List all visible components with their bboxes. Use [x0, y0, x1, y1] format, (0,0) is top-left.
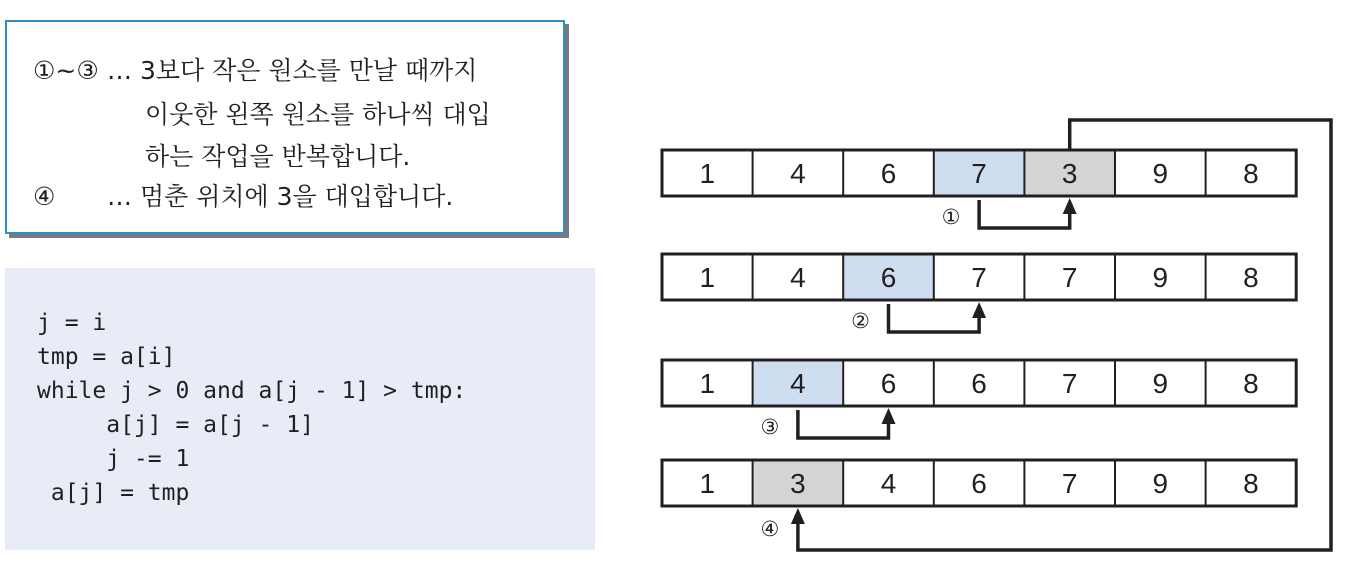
code-line: j = i: [37, 310, 107, 336]
step-arrow: [851, 302, 986, 333]
arrowhead: [791, 508, 805, 524]
cell-value: 6: [880, 262, 897, 293]
arrowhead: [882, 408, 896, 424]
cell-value: 7: [1061, 468, 1078, 499]
arrow-line: [979, 200, 1070, 228]
cell-value: 4: [790, 158, 806, 189]
code-line: j -= 1: [37, 446, 190, 472]
step-label: ③: [760, 415, 780, 439]
cell-value: 4: [880, 468, 897, 499]
cell-value: 6: [880, 158, 897, 189]
code-line: a[j] = a[j - 1]: [37, 412, 314, 438]
cell-value: 9: [1152, 262, 1169, 293]
cell-value: 9: [1152, 158, 1169, 189]
step-label: ④: [760, 517, 780, 541]
description-line-3: 하는 작업을 반복합니다.: [145, 142, 411, 171]
cell-value: 1: [699, 262, 716, 293]
code-line: tmp = a[i]: [37, 344, 176, 370]
cell-value: 4: [790, 368, 806, 399]
array-row: [662, 360, 1296, 406]
cell-value: 8: [1243, 158, 1259, 189]
step-arrow: [942, 198, 1077, 229]
step-arrow: [760, 408, 895, 439]
step-label: ①: [941, 205, 961, 229]
cell-value: 7: [971, 158, 987, 189]
code-line: while j > 0 and a[j - 1] > tmp:: [37, 378, 467, 404]
cell-value: 8: [1243, 262, 1259, 293]
arrow-line: [889, 304, 980, 332]
cell-value: 1: [699, 368, 716, 399]
cell-value: 7: [1061, 368, 1078, 399]
cell-value: 3: [790, 468, 806, 499]
cell-value: 1: [699, 158, 716, 189]
cell-value: 1: [699, 468, 716, 499]
cell-value: 6: [971, 468, 987, 499]
cell-value: 3: [1061, 158, 1078, 189]
arrow-line: [798, 410, 889, 438]
cell-value: 6: [880, 368, 897, 399]
step-label: ②: [851, 309, 870, 333]
step-4-label: ④: [33, 182, 56, 211]
description-line-2: 이웃한 왼쪽 원소를 하나씩 대입: [145, 100, 491, 129]
cell-value: 6: [971, 368, 987, 399]
cell-value: 8: [1243, 368, 1259, 399]
description-line-4: … 멈춘 위치에 3을 대입합니다.: [107, 182, 454, 211]
cell-value: 7: [971, 262, 987, 293]
array-row: [662, 150, 1296, 196]
array-row: [662, 460, 1296, 506]
step-range-label: ①~③: [33, 56, 99, 85]
description-line-1: … 3보다 작은 원소를 만날 때까지: [107, 56, 478, 85]
cell-value: 9: [1152, 368, 1169, 399]
array-row: [662, 254, 1296, 300]
cell-value: 4: [790, 262, 806, 293]
code-line: a[j] = tmp: [37, 480, 190, 506]
cell-value: 8: [1243, 468, 1259, 499]
arrowhead: [1063, 198, 1077, 214]
cell-value: 7: [1061, 262, 1078, 293]
cell-value: 9: [1152, 468, 1169, 499]
arrowhead: [972, 302, 986, 318]
